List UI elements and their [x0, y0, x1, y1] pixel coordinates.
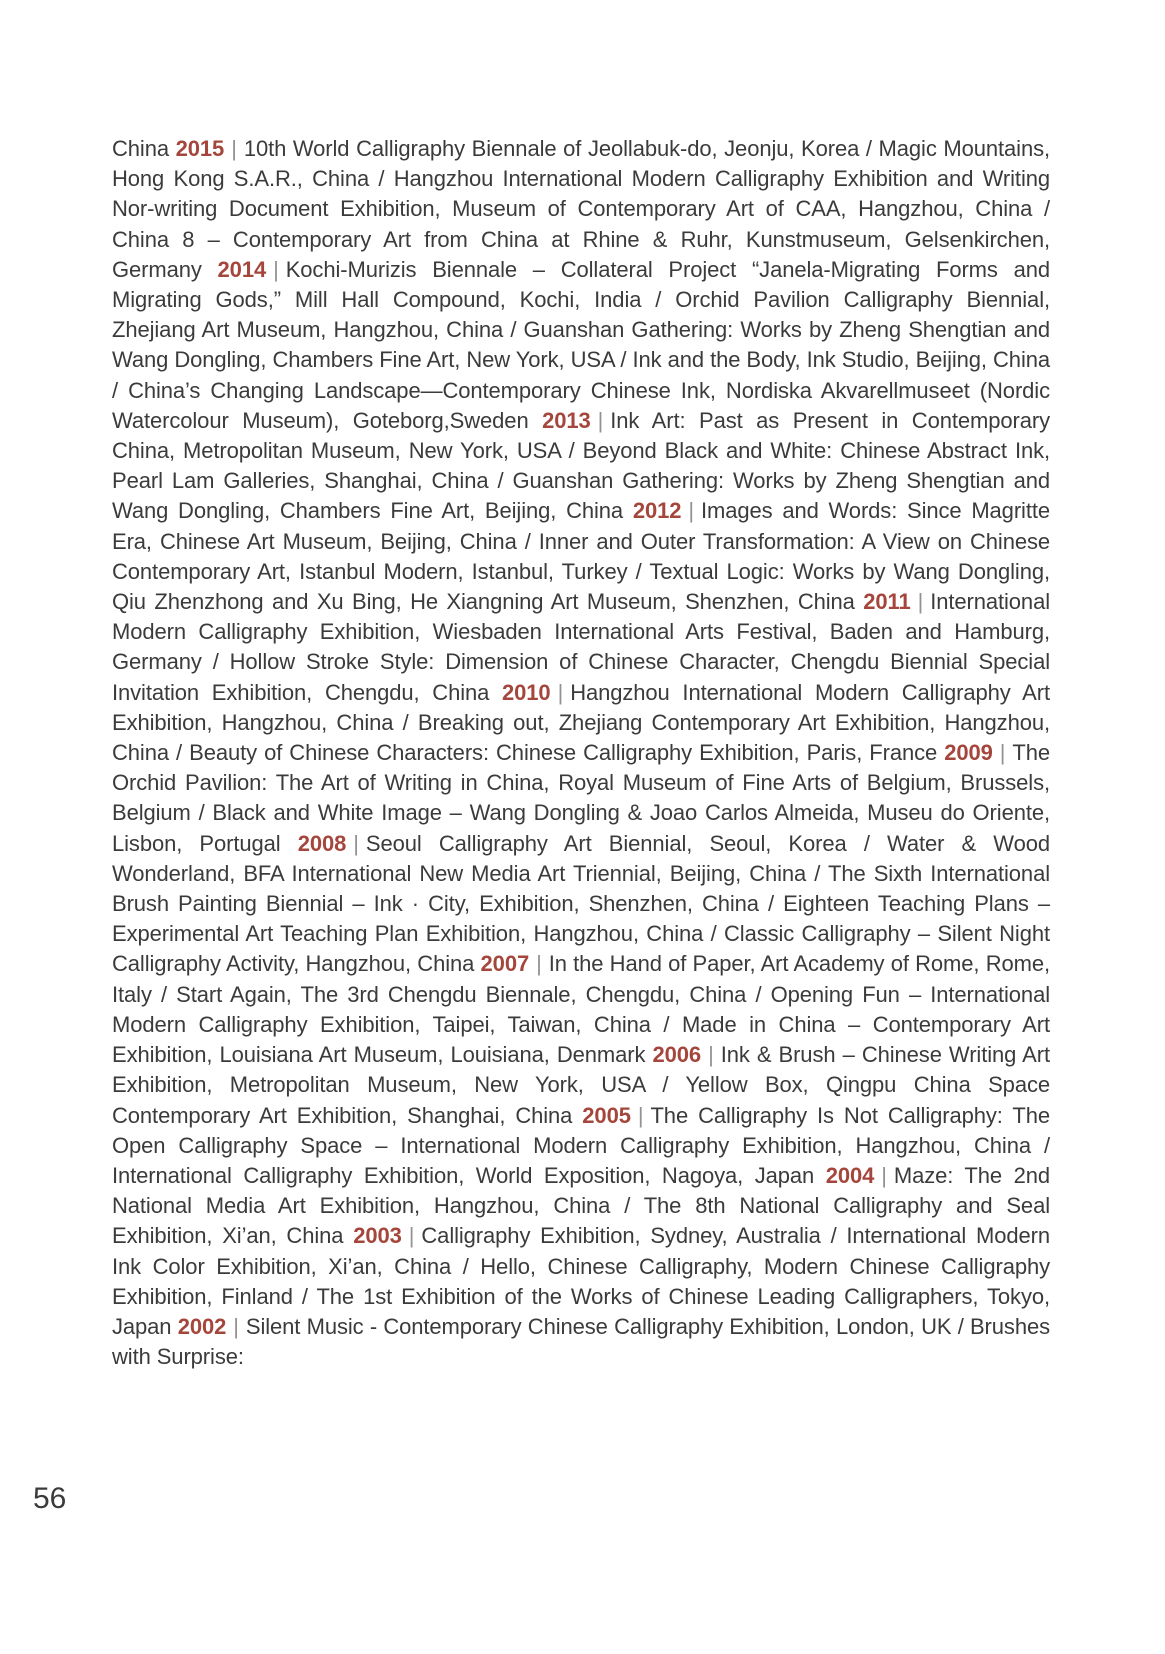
year-separator: |	[408, 1223, 415, 1249]
year-separator: |	[233, 1313, 239, 1339]
year-separator: |	[536, 951, 542, 977]
page-number: 56	[33, 1482, 67, 1515]
exhibition-text: Seoul Calligraphy Art Biennial, Seoul, Korea / Water & Wood Wonderland, BFA International New Media Art Triennial, Beijing, China / The Sixth International Brush Painting Biennial – Ink · City, Exhibition, Shenzhen, China / Eighteen Teaching Plans – Experimental Art Teaching Plan Exhibition, Hangzhou, China / Classic Calligraphy – Silent Night Calligraphy Activity, Hangzhou, China	[112, 830, 1050, 977]
year-label: 2004	[825, 1162, 875, 1188]
year-separator: |	[637, 1102, 644, 1128]
exhibition-text: Images and Words: Since Magritte Era, Chinese Art Museum, Beijing, China / Inner and Outer Transformation: A View on Chinese Contemporary Art, Istanbul Modern, Istanbul, Turkey / Textual Logic: Works by Wang Dongling, Qiu Zhenzhong and Xu Bing, He Xiangning Art Museum, Shenzhen, China	[112, 498, 1050, 615]
year-label: 2008	[297, 830, 347, 856]
exhibition-text: China	[112, 136, 176, 161]
year-separator: |	[353, 830, 359, 856]
year-separator: |	[999, 740, 1006, 766]
exhibition-text: Maze: The 2nd National Media Art Exhibition, Hangzhou, China / The 8th National Calligraphy and Seal Exhibition, Xi’an, China	[112, 1162, 1050, 1249]
year-label: 2014	[217, 256, 267, 282]
year-label: 2002	[177, 1313, 227, 1339]
year-label: 2015	[175, 136, 225, 161]
year-separator: |	[231, 136, 237, 161]
year-label: 2007	[480, 951, 530, 977]
year-label: 2006	[652, 1042, 702, 1068]
year-label: 2010	[502, 679, 551, 705]
exhibition-text: The Calligraphy Is Not Calligraphy: The Open Calligraphy Space – International Modern Calligraphy Exhibition, Hangzhou, China / International Calligraphy Exhibition, World Exposition, Nagoya, Japan	[112, 1102, 1050, 1188]
exhibition-text: Silent Music - Contemporary Chinese Calligraphy Exhibition, London, UK / Brushes with Surprise:	[112, 1313, 1050, 1370]
exhibitions-paragraph	[112, 134, 1050, 1372]
year-separator: |	[917, 589, 924, 615]
exhibition-text: Hangzhou International Modern Calligraphy Art Exhibition, Hangzhou, China / Breaking out, Zhejiang Contemporary Art Exhibition, Hangzhou, China / Beauty of Chinese Characters: Chinese Calligraphy Exhibition, Paris, France	[112, 679, 1050, 766]
year-separator: |	[881, 1162, 887, 1188]
exhibition-text: In the Hand of Paper, Art Academy of Rome, Rome, Italy / Start Again, The 3rd Chengdu Biennale, Chengdu, China / Opening Fun – International Modern Calligraphy Exhibition, Taipei, Taiwan, China / Made in China – Contemporary Art Exhibition, Louisiana Art Museum, Louisiana, Denmark	[112, 951, 1050, 1068]
year-separator: |	[708, 1042, 714, 1068]
biography-text-block	[112, 112, 1050, 1394]
exhibition-text: Kochi-Murizis Biennale – Collateral Project “Janela-Migrating Forms and Migrating Gods,” Mill Hall Compound, Kochi, India / Orchid Pavilion Calligraphy Biennial, Zhejiang Art Museum, Hangzhou, China / Guanshan Gathering: Works by Zheng Shengtian and Wang Dongling, Chambers Fine Art, New York, USA / Ink and the Body, Ink Studio, Beijing, China / China’s Changing Landscape—Contemporary Chinese Ink, Nordiska Akvarellmuseet (Nordic Watercolour Museum), Goteborg,Sweden	[112, 256, 1050, 433]
exhibition-text: Ink & Brush – Chinese Writing Art Exhibition, Metropolitan Museum, New York, USA / Yellow Box, Qingpu China Space Contemporary Art Exhibition, Shanghai, China	[112, 1042, 1050, 1128]
year-label: 2005	[582, 1102, 631, 1128]
exhibition-text: The Orchid Pavilion: The Art of Writing in China, Royal Museum of Fine Arts of Belgium, Brussels, Belgium / Black and White Image – Wang Dongling & Joao Carlos Almeida, Museu do Oriente, Lisbon, Portugal	[112, 740, 1050, 856]
year-label: 2009	[944, 740, 993, 766]
year-separator: |	[688, 498, 695, 524]
exhibition-text: Ink Art: Past as Present in Contemporary China, Metropolitan Museum, New York, USA / Beyond Black and White: Chinese Abstract Ink, Pearl Lam Galleries, Shanghai, China / Guanshan Gathering: Works by Zheng Shengtian and Wang Dongling, Chambers Fine Art, Beijing, China	[112, 407, 1050, 524]
year-label: 2012	[632, 498, 682, 524]
year-label: 2011	[863, 589, 911, 615]
exhibition-text: Calligraphy Exhibition, Sydney, Australia / International Modern Ink Color Exhibition, Xi’an, China / Hello, Chinese Calligraphy, Modern Chinese Calligraphy Exhibition, Finland / The 1st Exhibition of the Works of Chinese Leading Calligraphers, Tokyo, Japan	[112, 1223, 1050, 1339]
year-separator: |	[597, 407, 604, 433]
year-separator: |	[273, 256, 279, 282]
exhibition-text: International Modern Calligraphy Exhibition, Wiesbaden International Arts Festival, Baden and Hamburg, Germany / Hollow Stroke Style: Dimension of Chinese Character, Chengdu Biennial Special Invitation Exhibition, Chengdu, China	[112, 589, 1050, 705]
year-label: 2013	[542, 407, 591, 433]
year-label: 2003	[353, 1223, 402, 1249]
exhibition-text: 10th World Calligraphy Biennale of Jeollabuk-do, Jeonju, Korea / Magic Mountains, Hong Kong S.A.R., China / Hangzhou International Modern Calligraphy Exhibition and Writing Nor-writing Document Exhibition, Museum of Contemporary Art of CAA, Hangzhou, China / China 8 – Contemporary Art from China at Rhine & Ruhr, Kunstmuseum, Gelsenkirchen, Germany	[112, 136, 1051, 282]
year-separator: |	[557, 679, 564, 705]
